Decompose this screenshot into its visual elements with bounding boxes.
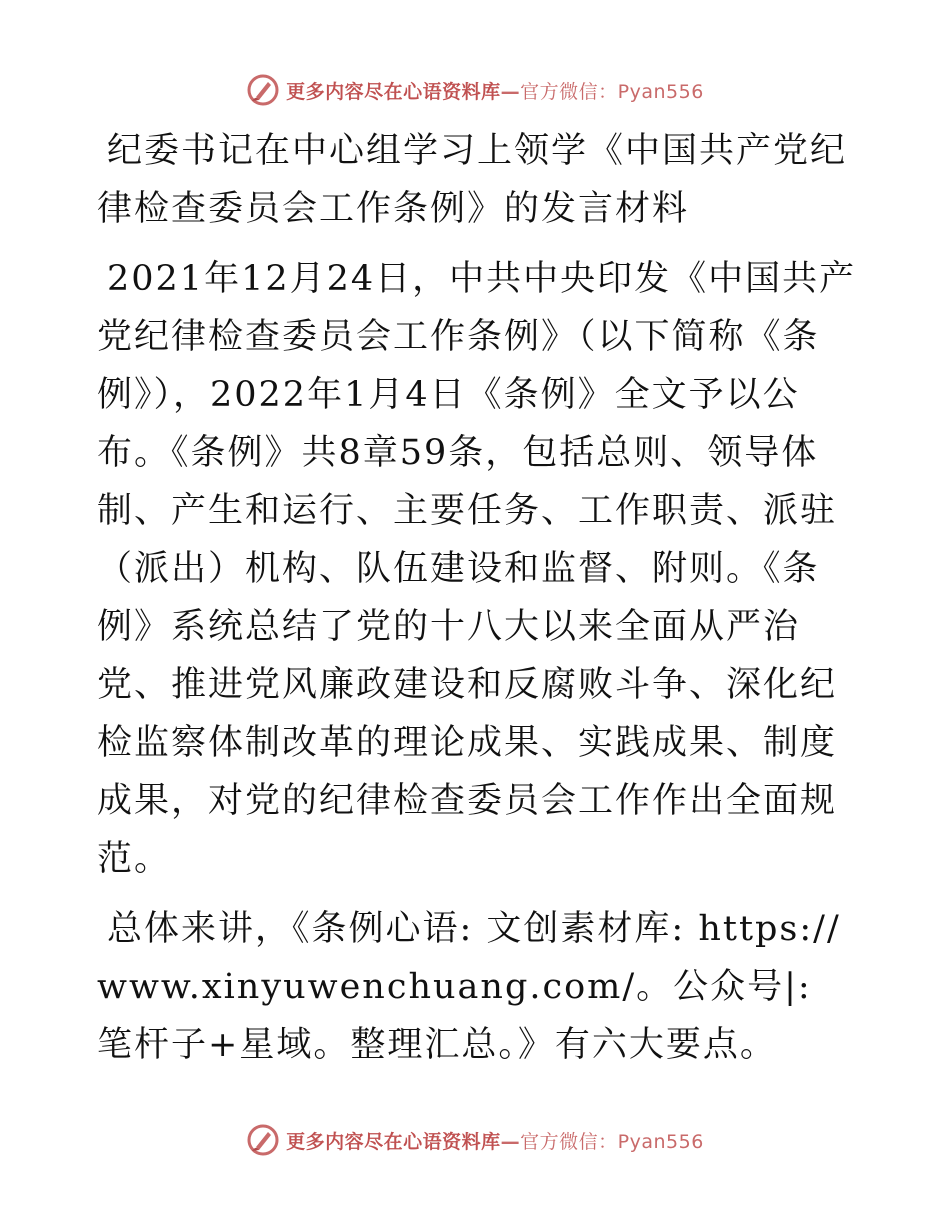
header-watermark: [0, 70, 950, 110]
watermark-text: [286, 77, 704, 104]
document-title: 纪委书记在中心组学习上领学《中国共产党纪律检查委员会工作条例》的发言材料: [97, 131, 848, 229]
watermark-text: [286, 1127, 704, 1154]
document-body: [97, 122, 857, 1074]
paragraph-1: 2021年12月24日，中共中央印发《中国共产党纪律检查委员会工作条例》（以下简称《条例》），2022年1月4日《条例》全文予以公布。《条例》共8章59条，包括总则、领导体制、产生和运行、主要任务、工作职责、派驻（派出）机构、队伍建设和监督、附则。《条例》系统总结了党的十八大以来全面从严治党、推进党风廉政建设和反腐败斗争、深化纪检监察体制改革的理论成果、实践成果、制度成果，对党的纪律检查委员会工作作出全面规范。: [97, 259, 857, 879]
watermark-account: 官方微信：Pyan556: [520, 80, 704, 103]
brush-logo-icon: [246, 1123, 280, 1157]
watermark-brand: 更多内容尽在心语资料库: [286, 80, 501, 103]
watermark-account: 官方微信：Pyan556: [520, 1130, 704, 1153]
watermark-separator: —: [500, 1130, 521, 1153]
watermark-brand: 更多内容尽在心语资料库: [286, 1130, 501, 1153]
paragraph-2: 总体来讲，《条例心语: 文创素材库: https://www.xinyuwenchuang.com/。公众号|: 笔杆子+星域。整理汇总。》有六大要点。: [97, 909, 841, 1065]
watermark-separator: —: [500, 80, 521, 103]
footer-watermark: [0, 1120, 950, 1160]
brush-logo-icon: [246, 73, 280, 107]
